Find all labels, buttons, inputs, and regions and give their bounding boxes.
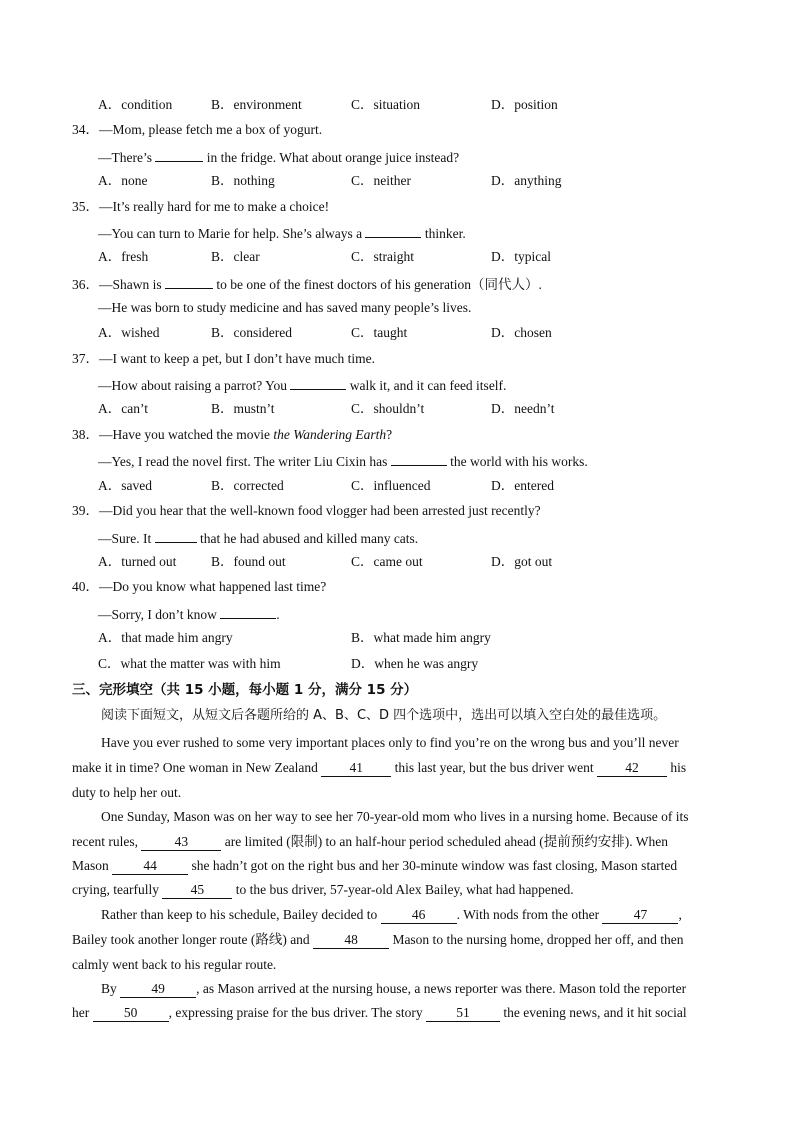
passage-text: , as Mason arrived at the nursing house, a news reporter was there. Mason told the reporter (196, 981, 687, 996)
passage-p1-line3: duty to help her out. (72, 785, 182, 800)
q35-blank (365, 223, 421, 238)
q39-option-b: B．found out (211, 554, 286, 569)
q34-option-a: A．none (98, 173, 148, 188)
blank-51: 51 (426, 1005, 500, 1022)
q40-option-b: B．what made him angry (351, 630, 491, 645)
q36-number: 36． (72, 277, 99, 292)
q40-reply-end: . (276, 607, 280, 622)
passage-p2-line2 (72, 833, 668, 851)
q38-prompt-start: —Have you watched the movie (99, 427, 270, 442)
q34-option-d: D．anything (491, 173, 562, 188)
q37-option-b: B．mustn’t (211, 401, 275, 416)
q37-line2 (98, 375, 506, 395)
q35-reply-end: thinker. (424, 226, 466, 241)
passage-p2-line4 (72, 881, 574, 899)
q37-blank (290, 375, 346, 390)
passage-text: to the bus driver, 57-year-old Alex Bailey, what had happened. (235, 882, 574, 897)
q37-reply-end: walk it, and it can feed itself. (349, 378, 507, 393)
q36-option-c: C．taught (351, 325, 408, 340)
q34-line1 (72, 121, 322, 139)
blank-43: 43 (141, 834, 221, 851)
q37-reply-start: —How about raising a parrot? You (98, 378, 287, 393)
passage-text: , expressing praise for the bus driver. The story (168, 1005, 423, 1020)
passage-text: this last year, but the bus driver went (394, 760, 594, 775)
q38-option-a: A．saved (98, 478, 152, 493)
q34-line2 (98, 147, 459, 167)
q36-option-d: D．chosen (491, 325, 552, 340)
q35-prompt: —It’s really hard for me to make a choice! (99, 199, 330, 214)
q35-line2 (98, 223, 466, 243)
q34-reply-start: —There’s (98, 150, 152, 165)
blank-48: 48 (313, 932, 389, 949)
q40-option-a: A．that made him angry (98, 630, 233, 645)
passage-text: crying, tearfully (72, 882, 159, 897)
q36-prompt-end: to be one of the finest doctors of his generation（同代人）. (216, 277, 542, 292)
q39-number: 39． (72, 503, 99, 518)
q38-option-d: D．entered (491, 478, 554, 493)
q36-option-b: B．considered (211, 325, 292, 340)
q37-option-c: C．shouldn’t (351, 401, 425, 416)
q39-option-c: C．came out (351, 554, 423, 569)
blank-46: 46 (381, 907, 457, 924)
q34-number: 34． (72, 122, 99, 137)
blank-50: 50 (93, 1005, 169, 1022)
q35-option-d: D．typical (491, 249, 551, 264)
q40-option-d: D．when he was angry (351, 656, 479, 671)
passage-text: make it in time? One woman in New Zealand (72, 760, 318, 775)
passage-p1-line1: Have you ever rushed to some very important places only to find you’re on the wrong bus and you’ll never (101, 735, 679, 750)
q34-reply-end: in the fridge. What about orange juice instead? (206, 150, 460, 165)
q33-option-c: C．situation (351, 97, 421, 112)
passage-text: Mason to the nursing home, dropped her off, and then (392, 932, 684, 947)
q38-option-b: B．corrected (211, 478, 284, 493)
q39-option-a: A．turned out (98, 554, 177, 569)
passage-text: the evening news, and it hit social (503, 1005, 687, 1020)
q39-blank (155, 528, 197, 543)
q37-option-a: A．can’t (98, 401, 148, 416)
q40-line1 (72, 578, 326, 596)
q35-number: 35． (72, 199, 99, 214)
q37-option-d: D．needn’t (491, 401, 555, 416)
q39-prompt: —Did you hear that the well-known food vlogger had been arrested just recently? (99, 503, 541, 518)
q35-reply-start: —You can turn to Marie for help. She’s always a (98, 226, 363, 241)
blank-45: 45 (162, 882, 232, 899)
passage-text: Mason (72, 858, 109, 873)
passage-p2-line1: One Sunday, Mason was on her way to see her 70-year-old mom who lives in a nursing home. Because of its (101, 809, 689, 824)
passage-text: By (101, 981, 117, 996)
passage-p4-line2 (72, 1004, 687, 1022)
passage-p4-line1 (101, 980, 686, 998)
blank-44: 44 (112, 858, 188, 875)
passage-p3-line3: calmly went back to his regular route. (72, 957, 277, 972)
q40-option-c: C．what the matter was with him (98, 656, 281, 671)
q37-number: 37． (72, 351, 99, 366)
q38-line1 (72, 426, 392, 444)
q35-option-c: C．straight (351, 249, 414, 264)
blank-42: 42 (597, 760, 667, 777)
q39-option-d: D．got out (491, 554, 553, 569)
q40-prompt: —Do you know what happened last time? (99, 579, 327, 594)
section-3-title: 三、完形填空（共 15 小题，每小题 1 分，满分 15 分） (72, 682, 418, 698)
q36-option-a: A．wished (98, 325, 160, 340)
passage-text: recent rules, (72, 834, 138, 849)
q38-reply-start: —Yes, I read the novel first. The writer Liu Cixin has (98, 454, 388, 469)
q40-reply-start: —Sorry, I don’t know (98, 607, 217, 622)
q36-blank (165, 274, 213, 289)
q33-option-b: B．environment (211, 97, 302, 112)
q38-option-c: C．influenced (351, 478, 431, 493)
passage-text: are limited (限制) to an half-hour period scheduled ahead (提前预约安排). When (224, 834, 668, 849)
q38-blank (391, 451, 447, 466)
q40-line2 (98, 604, 280, 624)
blank-47: 47 (602, 907, 678, 924)
passage-text: , (678, 907, 682, 922)
passage-p3-line2 (72, 931, 684, 949)
q38-line2 (98, 451, 588, 471)
q38-movie-title: the Wandering Earth (273, 427, 387, 442)
q38-reply-end: the world with his works. (450, 454, 588, 469)
q36-prompt-start: —Shawn is (99, 277, 162, 292)
q40-blank (220, 604, 276, 619)
q33-option-a: A．condition (98, 97, 173, 112)
passage-text: his (670, 760, 687, 775)
passage-text: her (72, 1005, 90, 1020)
q34-option-c: C．neither (351, 173, 411, 188)
q35-option-a: A．fresh (98, 249, 149, 264)
q39-line1 (72, 502, 541, 520)
q39-reply-end: that he had abused and killed many cats. (200, 531, 419, 546)
q38-prompt-end: ? (386, 427, 393, 442)
q37-prompt: —I want to keep a pet, but I don’t have much time. (99, 351, 376, 366)
blank-49: 49 (120, 981, 196, 998)
q33-option-d: D．position (491, 97, 558, 112)
q35-option-b: B．clear (211, 249, 260, 264)
q40-number: 40． (72, 579, 99, 594)
q39-reply-start: —Sure. It (98, 531, 152, 546)
q36-line2: —He was born to study medicine and has saved many people’s lives. (98, 300, 472, 315)
passage-p2-line3 (72, 857, 677, 875)
q34-blank (155, 147, 203, 162)
passage-text: Rather than keep to his schedule, Bailey decided to (101, 907, 378, 922)
q37-line1 (72, 350, 375, 368)
q36-line1 (72, 274, 542, 294)
blank-41: 41 (321, 760, 391, 777)
section-3-instruction: 阅读下面短文，从短文后各题所给的 A、B、C、D 四个选项中，选出可以填入空白处的最佳选项。 (101, 708, 667, 723)
passage-text: Bailey took another longer route (路线) and (72, 932, 310, 947)
passage-text: she hadn’t got on the right bus and her 30-minute window was fast closing, Mason started (191, 858, 678, 873)
q38-number: 38． (72, 427, 99, 442)
q34-option-b: B．nothing (211, 173, 275, 188)
q34-prompt: —Mom, please fetch me a box of yogurt. (99, 122, 323, 137)
q39-line2 (98, 528, 418, 548)
passage-text: . With nods from the other (456, 907, 600, 922)
q35-line1 (72, 198, 329, 216)
passage-p1-line2 (72, 759, 686, 777)
passage-p3-line1 (101, 906, 682, 924)
